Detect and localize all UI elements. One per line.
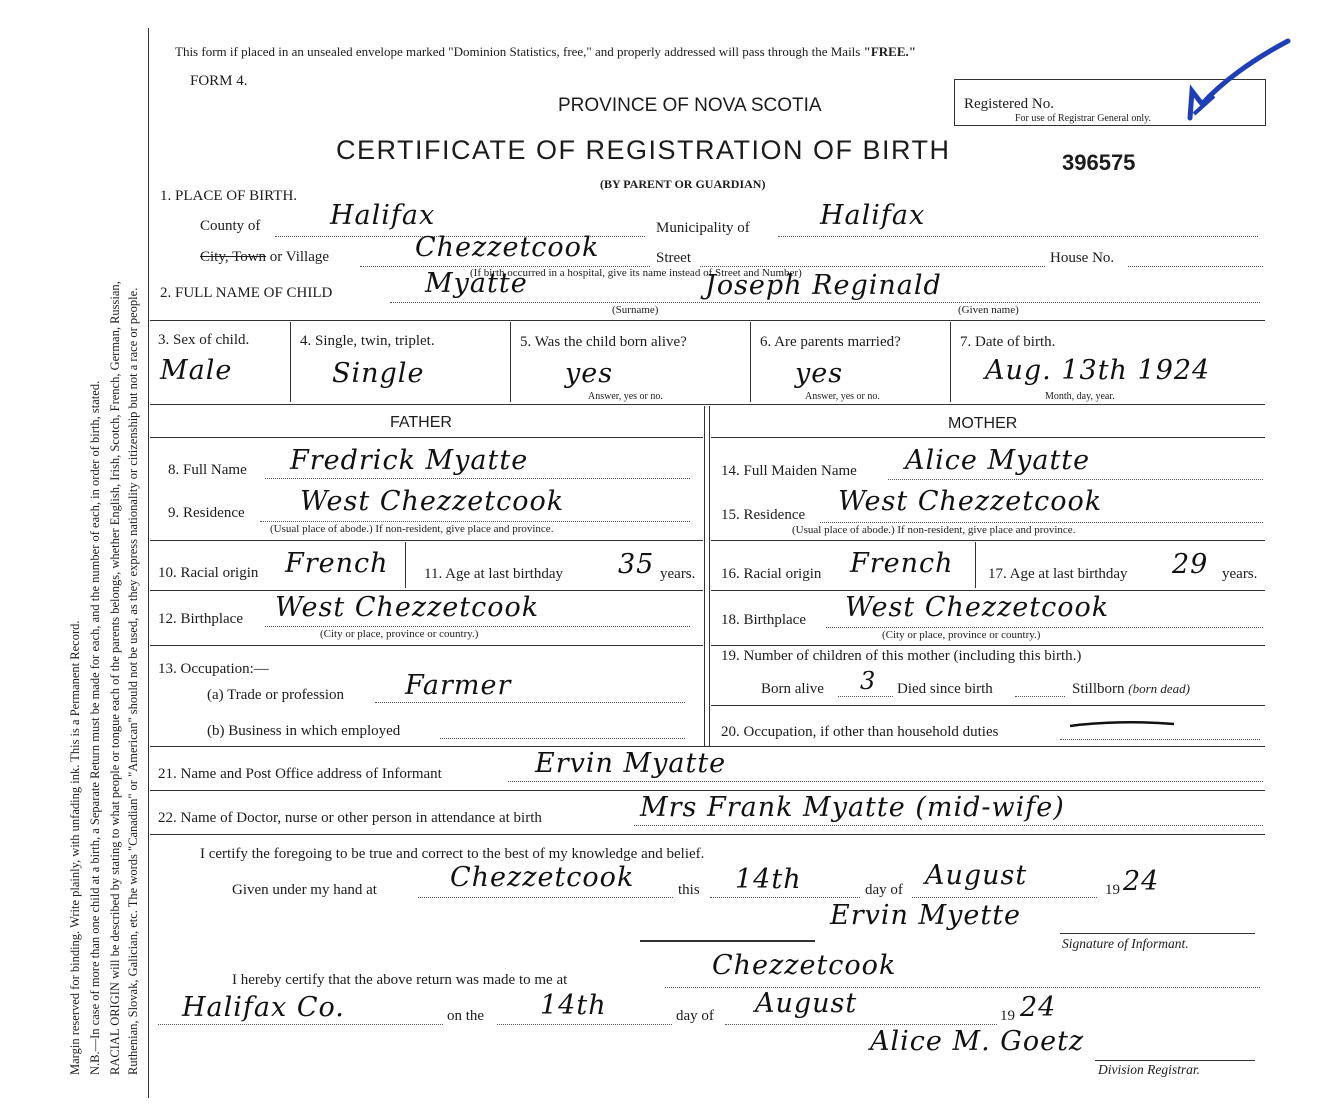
certificate-title: CERTIFICATE OF REGISTRATION OF BIRTH bbox=[336, 135, 951, 165]
mail-notice: This form if placed in an unsealed envelope marked "Dominion Statistics, free," and properly addressed will pass through the Mails "FREE." bbox=[175, 44, 916, 59]
mother-residence-label: 15. Residence bbox=[721, 507, 806, 523]
certify-statement: I certify the foregoing to be true and correct to the best of my knowledge and belief. bbox=[200, 846, 705, 862]
registrar-day-value: 14th bbox=[540, 990, 607, 1021]
mother-occupation-label: 20. Occupation, if other than household duties bbox=[721, 724, 999, 740]
father-birthplace-value: West Chezzetcook bbox=[275, 592, 540, 623]
father-residence-caption: (Usual place of abode.) If non-resident, give place and province. bbox=[270, 523, 554, 535]
trade-label: (a) Trade or profession bbox=[207, 687, 345, 703]
father-age-label: 11. Age at last birthday bbox=[424, 566, 563, 582]
house-number-label: House No. bbox=[1050, 250, 1115, 266]
village-value: Chezzetcook bbox=[415, 232, 600, 263]
mother-name-value: Alice Myatte bbox=[905, 445, 1091, 476]
registered-note: For use of Registrar General only. bbox=[1015, 113, 1151, 124]
municipality-value: Halifax bbox=[820, 200, 926, 231]
born-alive-label: 5. Was the child born alive? bbox=[520, 334, 687, 350]
registrar-statement: I hereby certify that the above return was made to me at bbox=[232, 972, 568, 988]
born-alive-count-value: 3 bbox=[860, 667, 877, 695]
died-since-birth-label: Died since birth bbox=[897, 681, 993, 697]
attendant-value: Mrs Frank Myatte (mid-wife) bbox=[640, 792, 1065, 823]
mother-racial-label: 16. Racial origin bbox=[721, 566, 822, 582]
municipality-label: Municipality of bbox=[656, 220, 750, 236]
registrar-place-value: Chezzetcook bbox=[712, 950, 897, 981]
occupation-label: 13. Occupation:— bbox=[158, 661, 269, 677]
father-residence-label: 9. Residence bbox=[168, 505, 245, 521]
registration-number: 396575 bbox=[1062, 150, 1136, 175]
registrar-signature: Alice M. Goetz bbox=[870, 1026, 1085, 1057]
registered-label: Registered No. bbox=[964, 96, 1054, 112]
father-name-value: Fredrick Myatte bbox=[290, 445, 529, 476]
born-alive-caption: Answer, yes or no. bbox=[588, 391, 663, 402]
mother-residence-caption: (Usual place of abode.) If non-resident, give place and province. bbox=[792, 524, 1076, 536]
father-age-suffix: years. bbox=[660, 566, 696, 582]
parents-married-value: yes bbox=[795, 358, 844, 389]
parents-married-label: 6. Are parents married? bbox=[760, 334, 901, 350]
date-of-birth-caption: Month, day, year. bbox=[1045, 391, 1115, 402]
county-label: County of bbox=[200, 218, 261, 234]
trade-value: Farmer bbox=[405, 670, 512, 701]
given-day-value: 14th bbox=[735, 864, 802, 895]
father-racial-value: French bbox=[285, 548, 389, 579]
stillborn-label: Stillborn (born dead) bbox=[1072, 681, 1191, 697]
mother-age-value: 29 bbox=[1172, 549, 1209, 580]
registrar-month-value: August bbox=[755, 988, 858, 1019]
mother-residence-value: West Chezzetcook bbox=[838, 486, 1103, 517]
informant-signature-caption: Signature of Informant. bbox=[1062, 936, 1189, 951]
informant-signature: Ervin Myette bbox=[830, 900, 1022, 931]
registrar-day-of-label: day of bbox=[676, 1008, 714, 1024]
informant-label: 21. Name and Post Office address of Informant bbox=[158, 766, 442, 782]
born-alive-count-label: Born alive bbox=[761, 681, 824, 697]
sex-label: 3. Sex of child. bbox=[158, 332, 250, 348]
certificate-subtitle: (BY PARENT OR GUARDIAN) bbox=[600, 177, 766, 191]
margin-rule bbox=[148, 28, 149, 1098]
place-of-birth-label: 1. PLACE OF BIRTH. bbox=[160, 188, 298, 204]
father-birthplace-caption: (City or place, province or country.) bbox=[320, 628, 479, 640]
given-year-value: 24 bbox=[1123, 866, 1160, 897]
attendant-label: 22. Name of Doctor, nurse or other person in attendance at birth bbox=[158, 810, 542, 826]
born-alive-value: yes bbox=[565, 358, 614, 389]
father-heading: FATHER bbox=[390, 414, 452, 431]
father-name-label: 8. Full Name bbox=[168, 462, 247, 478]
given-this-label: this bbox=[678, 882, 700, 898]
margin-note-binding: Margin reserved for binding. Write plainly, with unfading ink. This is a Permanent Record. bbox=[68, 620, 82, 1075]
mother-age-suffix: years. bbox=[1222, 566, 1258, 582]
children-count-label: 19. Number of children of this mother (including this birth.) bbox=[721, 648, 1082, 664]
date-of-birth-value: Aug. 13th 1924 bbox=[985, 355, 1211, 386]
binding-margin bbox=[0, 0, 150, 1107]
father-racial-label: 10. Racial origin bbox=[158, 565, 259, 581]
parents-married-caption: Answer, yes or no. bbox=[805, 391, 880, 402]
registrar-county-value: Halifax Co. bbox=[182, 992, 345, 1023]
multiple-birth-label: 4. Single, twin, triplet. bbox=[300, 333, 435, 349]
registrar-caption: Division Registrar. bbox=[1098, 1062, 1201, 1077]
informant-value: Ervin Myatte bbox=[535, 748, 727, 779]
full-name-label: 2. FULL NAME OF CHILD bbox=[160, 285, 333, 301]
multiple-birth-value: Single bbox=[332, 358, 425, 389]
mother-age-label: 17. Age at last birthday bbox=[988, 566, 1128, 582]
father-birthplace-label: 12. Birthplace bbox=[158, 611, 243, 627]
form-number: FORM 4. bbox=[190, 73, 248, 89]
given-month-value: August bbox=[925, 860, 1028, 891]
mother-birthplace-caption: (City or place, province or country.) bbox=[882, 629, 1041, 641]
date-of-birth-label: 7. Date of birth. bbox=[960, 334, 1056, 350]
hospital-note: (If birth occurred in a hospital, give its name instead of Street and Number) bbox=[470, 267, 802, 279]
mother-heading: MOTHER bbox=[948, 415, 1018, 432]
mother-birthplace-label: 18. Birthplace bbox=[721, 612, 806, 628]
blue-check-mark bbox=[1180, 36, 1295, 126]
registrar-on-the-label: on the bbox=[447, 1008, 485, 1024]
given-name-value: Joseph Reginald bbox=[705, 270, 942, 301]
mother-name-label: 14. Full Maiden Name bbox=[721, 463, 857, 479]
given-under-label: Given under my hand at bbox=[232, 882, 377, 898]
surname-value: Myatte bbox=[425, 268, 528, 299]
mother-racial-value: French bbox=[850, 548, 954, 579]
given-year-prefix: 19 bbox=[1105, 882, 1120, 898]
business-label: (b) Business in which employed bbox=[207, 723, 401, 739]
mother-birthplace-value: West Chezzetcook bbox=[845, 592, 1110, 623]
father-residence-value: West Chezzetcook bbox=[300, 486, 565, 517]
surname-caption: (Surname) bbox=[612, 304, 659, 316]
given-day-of-label: day of bbox=[865, 882, 903, 898]
street-label: Street bbox=[656, 250, 691, 266]
given-name-caption: (Given name) bbox=[958, 304, 1019, 316]
county-value: Halifax bbox=[330, 200, 436, 231]
registrar-year-value: 24 bbox=[1020, 992, 1057, 1023]
sex-value: Male bbox=[160, 355, 233, 386]
village-label: City, Town or Village bbox=[200, 249, 330, 265]
margin-note-racial-origin-cont: Ruthenian, Slovak, Galician, etc. The words "Canadian" or "American" should not be used, as they express nationality or citizenship but not a race or people. bbox=[126, 287, 140, 1075]
margin-note-racial-origin: RACIAL ORIGIN will be described by stating to what people or tongue each of the parents belongs, whether English, Irish, Scotch, French, German, Russian, bbox=[108, 281, 122, 1075]
province-heading: PROVINCE OF NOVA SCOTIA bbox=[558, 95, 822, 116]
registrar-year-prefix: 19 bbox=[1000, 1008, 1015, 1024]
father-age-value: 35 bbox=[618, 549, 655, 580]
mother-occupation-dash bbox=[1068, 718, 1178, 732]
given-place-value: Chezzetcook bbox=[450, 862, 635, 893]
margin-note-multiple-births: N.B.—In case of more than one child at a birth, a Separate Return must be made for each, and the number of each, in order of birth, stated. bbox=[88, 380, 102, 1075]
